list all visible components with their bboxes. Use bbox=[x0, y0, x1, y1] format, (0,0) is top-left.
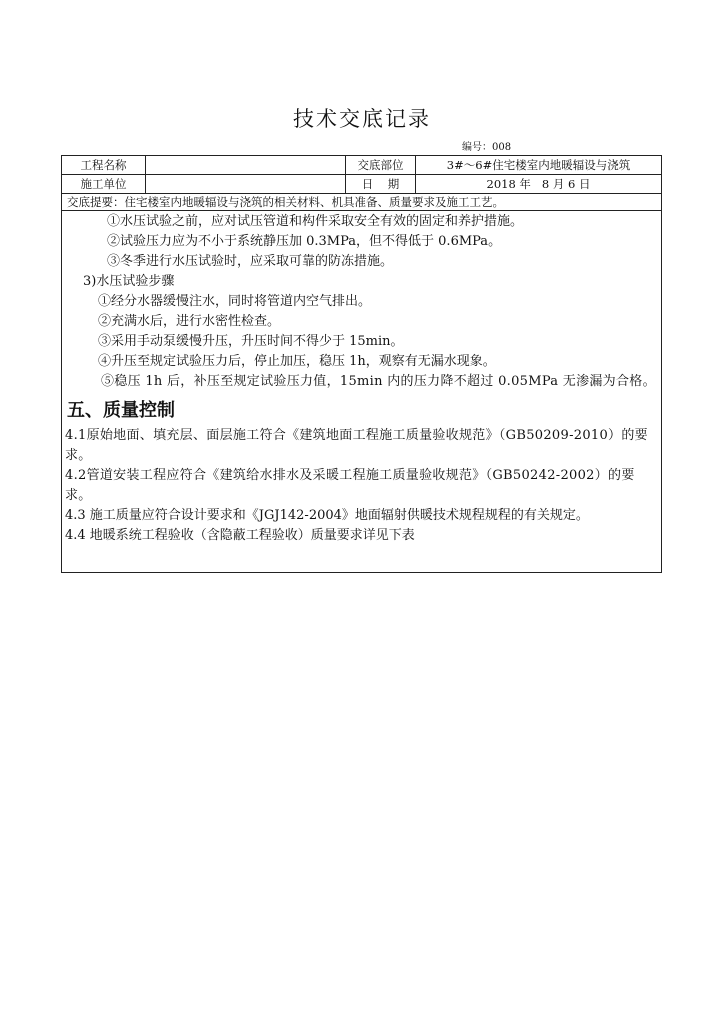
content-line: ③采用手动泵缓慢升压，升压时间不得少于 15min。 bbox=[98, 334, 404, 349]
contractor-label: 施工单位 bbox=[62, 174, 146, 193]
content-line: 3)水压试验步骤 bbox=[83, 274, 175, 289]
subject-value: 3#～6#住宅楼室内地暖辐设与浇筑 bbox=[446, 158, 631, 172]
quality-item: 4.3 施工质量应符合设计要求和《JGJ142-2004》地面辐射供暖技术规程规程的有关规定。 bbox=[65, 508, 589, 523]
form-row-project bbox=[62, 156, 661, 175]
disclosure-form bbox=[61, 155, 662, 573]
section-heading: 五、质量控制 bbox=[67, 400, 175, 421]
content-line: ⑤稳压 1h 后，补压至规定试验压力值，15min 内的压力降不超过 0.05MPa 无渗漏为合格。 bbox=[101, 374, 656, 389]
document-number: 编号：008 bbox=[462, 142, 512, 153]
summary-text: 交底提要：住宅楼室内地暖辐设与浇筑的相关材料、机具准备、质量要求及施工工艺。 bbox=[67, 194, 504, 209]
form-row-contractor bbox=[62, 174, 661, 194]
content-line: ④升压至规定试验压力后，停止加压，稳压 1h，观察有无漏水现象。 bbox=[98, 354, 496, 369]
quality-item: 4.2管道安装工程应符合《建筑给水排水及采暖工程施工质量验收规范》（GB50242-2002）的要求。 bbox=[65, 468, 635, 503]
quality-item: 4.1原始地面、填充层、面层施工符合《建筑地面工程施工质量验收规范》（GB50209-2010）的要求。 bbox=[65, 428, 648, 463]
project-name-value bbox=[146, 156, 346, 174]
content-line: ②充满水后，进行水密性检查。 bbox=[98, 314, 281, 329]
date-label: 日 期 bbox=[346, 174, 416, 193]
content-line: ①水压试验之前，应对试压管道和构件采取安全有效的固定和养护措施。 bbox=[107, 214, 524, 229]
date-value: 2018 年 8 月 6 日 bbox=[486, 176, 591, 191]
quality-item: 4.4 地暖系统工程验收（含隐蔽工程验收）质量要求详见下表 bbox=[65, 528, 415, 543]
subject-label: 交底部位 bbox=[346, 156, 416, 174]
content-body bbox=[65, 212, 657, 546]
document-title: 技术交底记录 bbox=[293, 107, 431, 131]
contractor-value bbox=[146, 174, 346, 193]
project-name-label: 工程名称 bbox=[62, 156, 146, 174]
content-line: ②试验压力应为不小于系统静压加 0.3MPa，但不得低于 0.6MPa。 bbox=[107, 234, 502, 249]
content-line: ①经分水器缓慢注水，同时将管道内空气排出。 bbox=[98, 294, 372, 309]
content-line: ③冬季进行水压试验时，应采取可靠的防冻措施。 bbox=[107, 254, 394, 269]
form-row-summary bbox=[62, 193, 661, 211]
